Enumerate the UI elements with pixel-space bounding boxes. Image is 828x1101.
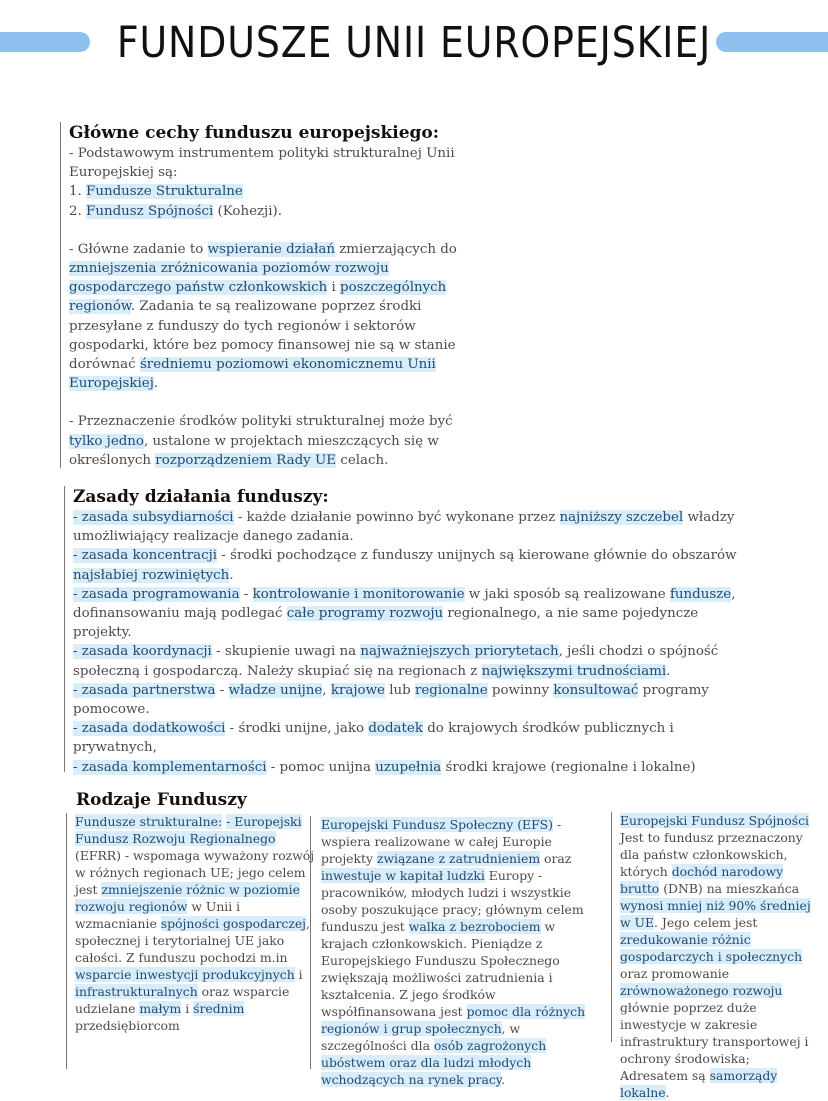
text-segment: - wspiera realizowane w całej Europie projekty — [321, 817, 562, 866]
highlighted-text: zredukowanie różnic gospodarczych i społecznych — [620, 932, 803, 964]
highlighted-text: średnim — [193, 1001, 245, 1016]
text-segment: - Przeznaczenie środków polityki strukturalnej może być — [69, 414, 453, 430]
principle-subsidiarity — [73, 508, 743, 546]
intro-line: - Podstawowym instrumentem polityki strukturalnej Unii Europejskiej są: — [69, 146, 455, 181]
highlighted-text: konsultować — [553, 682, 639, 698]
highlighted-text: regionalne — [414, 682, 488, 698]
text-segment: środki krajowe (regionalne i lokalne) — [441, 759, 696, 775]
list-item-cohesion-fund: 2. Fundusz Spójności (Kohezji). — [69, 203, 282, 219]
highlighted-text: fundusze — [669, 586, 732, 602]
highlighted-text: - zasada komplementarności — [73, 759, 267, 775]
list-item-structural-funds: 1. Fundusze Strukturalne — [69, 184, 243, 200]
text-segment: , społecznej i terytorialnej UE jako całości. Z funduszu pochodzi m.in — [75, 916, 310, 965]
highlighted-text: krajowe — [330, 682, 385, 698]
principle-complementarity — [73, 758, 743, 777]
social-fund-column — [310, 816, 603, 1087]
text-segment: celach. — [336, 452, 389, 468]
text-segment: - skupienie uwagi na — [211, 644, 361, 660]
principle-concentration — [73, 546, 743, 584]
text-segment: - pomoc unijna — [266, 759, 376, 775]
main-task-paragraph — [69, 240, 469, 394]
text-segment: , jeśli chodzi o spójność społeczną i gospodarczą. Należy skupiać się na regionach z — [73, 644, 719, 679]
principle-programming — [73, 585, 743, 643]
text-segment: , — [322, 682, 331, 698]
structural-funds-column — [66, 813, 315, 1069]
text-segment: . — [501, 1072, 506, 1087]
text-segment: lub — [384, 682, 415, 698]
highlighted-text: wynosi mniej niż 90% średniej w UE — [620, 898, 811, 930]
highlighted-text: małym — [139, 1001, 182, 1016]
highlighted-text: pomoc dla różnych regionów i grup społecznych — [321, 1004, 586, 1036]
principles-section — [64, 486, 743, 775]
text-segment: do krajowych środków publicznych i prywatnych, — [73, 721, 674, 756]
highlight: Fundusz Spójności — [86, 203, 214, 219]
allocation-paragraph — [69, 412, 469, 470]
text-segment: w Unii i wzmacnianie — [75, 899, 241, 931]
highlighted-text: inwestuje w kapitał ludzki — [321, 868, 485, 883]
highlighted-text: Europejski Fundusz Spójności — [620, 813, 809, 828]
text-segment: . — [153, 376, 159, 392]
text-segment: w jaki sposób są realizowane — [464, 586, 670, 602]
highlighted-text: zmniejszenie różnic w poziomie rozwoju regionów — [75, 882, 300, 914]
text-segment: głównie poprzez duże inwestycje w zakresie infrastruktury transportowej i ochrony środowiska; Adresatem są — [620, 1000, 809, 1083]
highlighted-text: największymi trudnościami — [481, 663, 667, 679]
principle-additionality — [73, 719, 743, 757]
fund-types-heading: Rodzaje Funduszy — [76, 790, 247, 810]
highlighted-text: - zasada programowania — [73, 586, 240, 602]
text-segment: - środki pochodzące z funduszy unijnych są kierowane głównie do obszarów — [217, 548, 737, 564]
highlighted-text: - zasada koordynacji — [73, 644, 212, 660]
text-segment: - Główne zadanie to — [69, 241, 208, 257]
highlighted-text: wspieranie działań — [207, 241, 335, 257]
highlighted-text: - zasada partnerstwa — [73, 682, 216, 698]
highlighted-text: poszczególnych regionów — [69, 280, 447, 315]
highlighted-text: samorządy lokalne — [620, 1068, 778, 1100]
text-segment: - każde działanie powinno być wykonane przez — [233, 510, 560, 525]
principle-partnership — [73, 681, 743, 719]
principle-coordination — [73, 642, 743, 680]
highlighted-text: - zasada dodatkowości — [73, 721, 226, 737]
highlighted-text: - zasada koncentracji — [73, 548, 218, 564]
highlighted-text: - Europejski Fundusz Rozwoju Regionalnego — [75, 814, 302, 846]
highlighted-text: najniższy szczebel — [559, 510, 684, 525]
text-segment: Europy - pracowników, młodych ludzi i wszystkie osoby poszukujące pracy; głównym celem funduszu jest — [321, 868, 584, 934]
text-segment: oraz — [540, 851, 572, 866]
column-text — [75, 813, 315, 1034]
highlighted-text: dochód narodowy brutto — [620, 864, 784, 896]
highlighted-text: infrastrukturalnych — [75, 984, 198, 999]
highlighted-text: najważniejszych priorytetach — [360, 644, 559, 660]
page-title: FUNDUSZE UNII EUROPEJSKIEJ — [116, 18, 712, 68]
highlighted-text: osób zagrożonych ubóstwem oraz dla ludzi młodych wchodzących na rynek pracy — [321, 1038, 547, 1087]
highlighted-text: najsłabiej rozwiniętych — [73, 567, 230, 583]
text-segment: oraz wsparcie udzielane — [75, 984, 290, 1016]
highlighted-text: uzupełnia — [375, 759, 442, 775]
highlighted-text: Fundusze strukturalne: — [75, 814, 223, 829]
main-features-heading: Główne cechy funduszu europejskiego: — [69, 123, 440, 143]
text-segment: zmierzających do — [334, 241, 457, 257]
text-segment: władzy umożliwiający realizacje danego zadania. — [73, 510, 735, 545]
highlighted-text: zrównoważonego rozwoju — [620, 983, 783, 998]
principles-heading: Zasady działania funduszy: — [73, 487, 329, 507]
text-segment: . — [665, 1085, 670, 1100]
highlighted-text: Europejski Fundusz Społeczny (EFS) — [321, 817, 553, 832]
highlighted-text: związane z zatrudnieniem — [376, 851, 541, 866]
text-segment: , ustalone w projektach mieszczących się w określonych — [69, 433, 439, 468]
highlighted-text: zmniejszenia zróżnicowania poziomów rozwoju gospodarczego państw członkowskich — [69, 261, 389, 296]
text-segment: . — [666, 663, 671, 679]
highlighted-text: rozporządzeniem Rady UE — [155, 452, 337, 468]
text-segment: - — [215, 682, 229, 698]
text-segment: (DNB) na mieszkańca — [659, 881, 800, 896]
text-segment: - środki unijne, jako — [225, 721, 369, 737]
text-segment: powinny — [487, 682, 554, 698]
text-segment: (EFRR) - wspomaga wyważony rozwój w różnych regionach UE; jego celem jest — [75, 848, 315, 897]
main-features-section — [60, 122, 469, 468]
text-segment: - — [239, 586, 253, 602]
highlighted-text: władze unijne — [228, 682, 323, 698]
text-segment: . Jego celem jest — [654, 915, 758, 930]
highlighted-text: kontrolowanie i monitorowanie — [252, 586, 465, 602]
text-segment: . — [229, 567, 234, 583]
text-segment: i — [181, 1001, 194, 1016]
cohesion-fund-column — [611, 812, 820, 1100]
text-segment: , dofinansowaniu mają podlegać — [73, 586, 736, 622]
text-segment: przedsiębiorcom — [75, 1018, 180, 1033]
highlighted-text: średniemu poziomowi ekonomicznemu Unii Europejskiej — [69, 357, 436, 392]
text-segment: i — [294, 967, 303, 982]
text-segment: , w szczególności dla — [321, 1021, 521, 1053]
highlight: Fundusze Strukturalne — [86, 184, 243, 200]
highlighted-text: wsparcie inwestycji produkcyjnych — [75, 967, 295, 982]
highlighted-text: - zasada subsydiarności — [73, 510, 234, 525]
highlighted-text: spójności gospodarczej — [160, 916, 307, 931]
highlighted-text: tylko jedno — [69, 433, 144, 449]
column-text — [321, 816, 603, 1088]
highlighted-text: całe programy rozwoju — [286, 606, 444, 622]
column-text — [620, 812, 820, 1101]
text-segment: regionalnego, a nie same pojedyncze projekty. — [73, 606, 699, 641]
text-segment: . Zadania te są realizowane poprzez środki przesyłane z funduszy do tych regionów i sektorów gospodarki, które bez pomocy finansowej nie są w stanie dorównać — [69, 299, 456, 373]
highlighted-text: walka z bezrobociem — [408, 919, 541, 934]
highlighted-text: dodatek — [368, 721, 423, 737]
text-segment: oraz promowanie — [620, 966, 730, 981]
text-segment: Jest to fundusz przeznaczony dla państw członkowskich, których — [620, 830, 803, 879]
text-segment: i — [327, 280, 341, 296]
text-segment: w krajach członkowskich. Pieniądze z Europejskiego Funduszu Społecznego zwiększają możliwości zatrudnienia i kształcenia. Z jego środków współfinansowana jest — [321, 919, 560, 1019]
text-segment: programy pomocowe. — [73, 682, 709, 718]
